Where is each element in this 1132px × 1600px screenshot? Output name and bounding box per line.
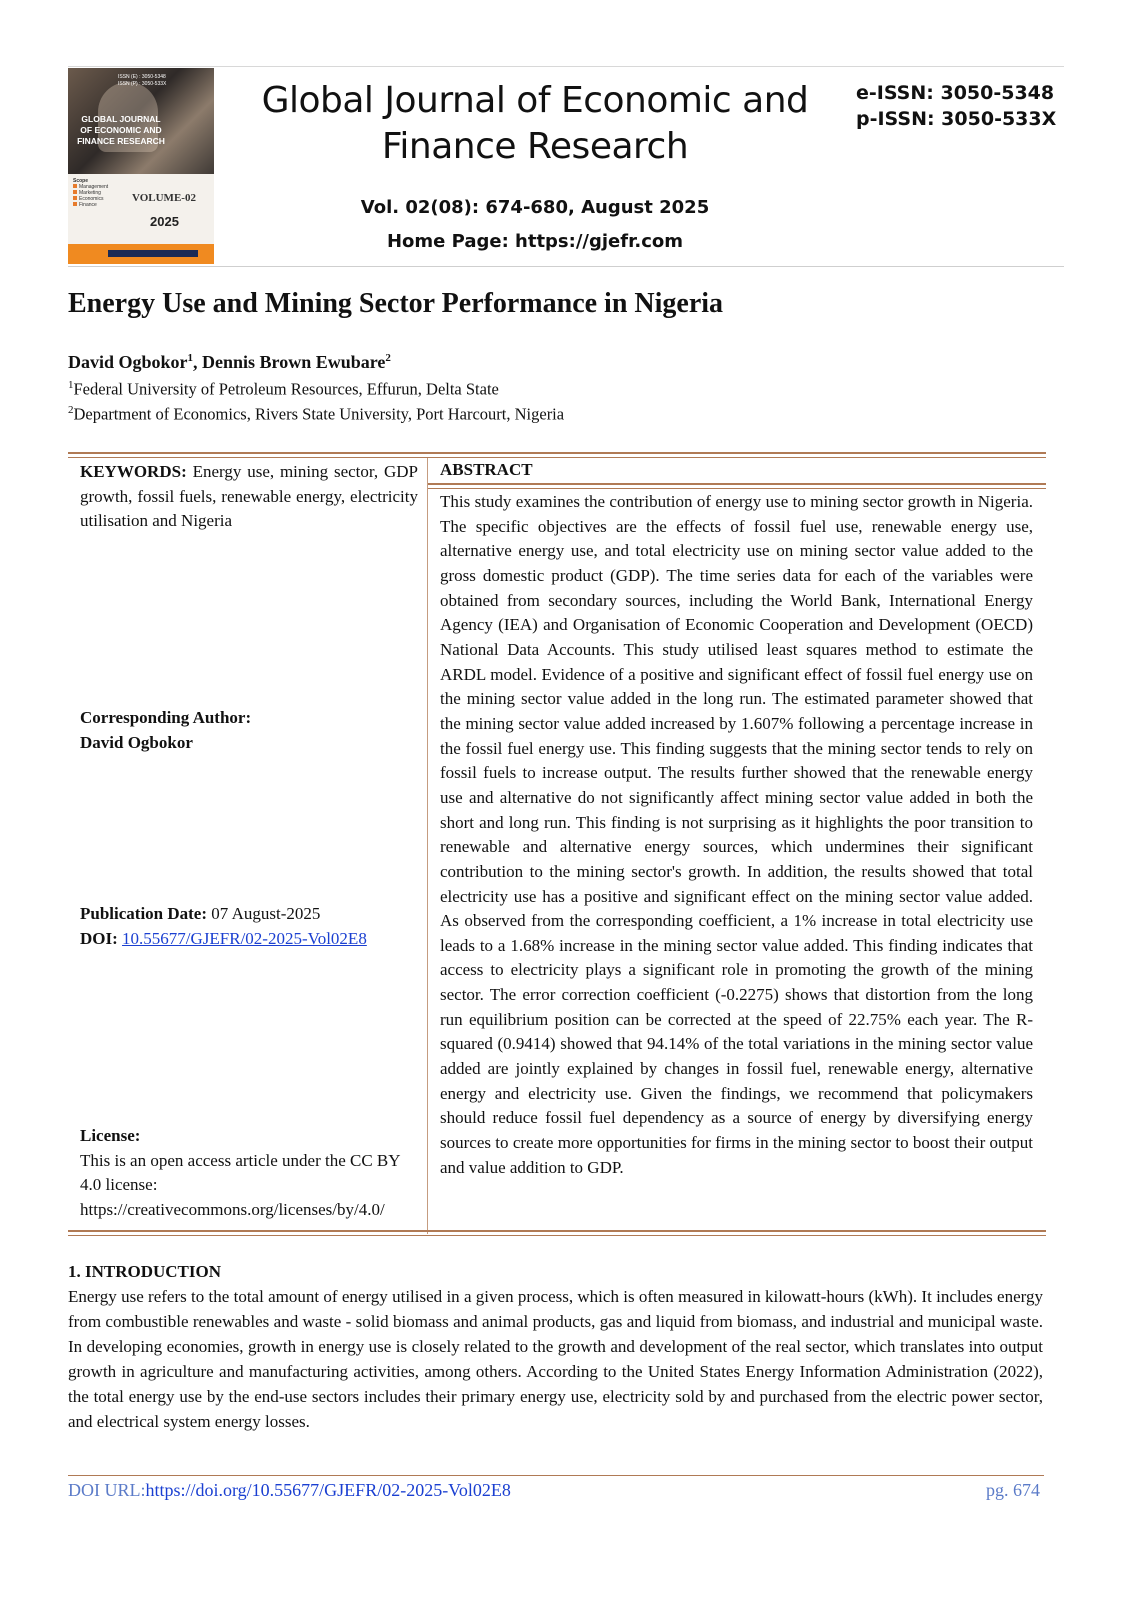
box-bottom-rule <box>68 1230 1046 1232</box>
author-affiliation-mark: 2 <box>385 352 391 364</box>
introduction-heading: 1. INTRODUCTION <box>68 1262 222 1281</box>
box-bottom-rule-2 <box>68 1235 1046 1236</box>
paper-title: Energy Use and Mining Sector Performance in Nigeria <box>68 288 724 319</box>
corresponding-author <box>80 706 418 755</box>
abstract-heading: ABSTRACT <box>440 460 533 479</box>
cover-scope-heading: Scope <box>73 178 89 184</box>
cover-lower-panel <box>68 174 214 244</box>
footer-doi-label: DOI URL: <box>68 1480 146 1500</box>
page-number: pg. 674 <box>986 1480 1040 1500</box>
cover-title: GLOBAL JOURNAL OF ECONOMIC AND FINANCE RESEARCH <box>77 114 165 146</box>
footer-rule <box>68 1475 1044 1476</box>
header-bottom-rule <box>68 266 1064 267</box>
introduction-text: Energy use refers to the total amount of energy utilised in a given process, which is often measured in kilowatt-hours (kWh). It includes energy from combustible renewables and waste - solid biomass and animal products, gas and liquid from biomass, and industrial and municipal waste. In developing economies, growth in energy use is closely related to the growth and development of the real sector, which translates into output growth in agriculture and manufacturing activities, among others. According to the United States Energy Information Administration (2022), the total energy use by the end-use sectors includes their primary energy use, electricity sold by and purchased from the electric power sector, and electrical system energy losses. <box>68 1287 1043 1431</box>
cover-footer-band <box>68 244 214 264</box>
journal-cover-image <box>68 68 214 264</box>
keywords-text: Energy use, mining sector, GDP growth, fossil fuels, renewable energy, electricity utilisation and Nigeria <box>80 462 418 531</box>
author-list <box>68 352 391 373</box>
home-page-line: Home Page: https://gjefr.com <box>386 231 684 252</box>
author-affiliation-mark: 1 <box>187 352 194 364</box>
volume-line: Vol. 02(08): 674-680, August 2025 <box>360 197 710 218</box>
author-name: David Ogbokor <box>68 352 188 372</box>
license-info <box>80 1124 418 1222</box>
cover-volume: VOLUME-02 <box>132 192 196 204</box>
doi-link[interactable]: 10.55677/GJEFR/02-2025-Vol02E8 <box>122 928 367 948</box>
cover-scope-item: Marketing <box>73 190 108 196</box>
abstract-heading-rule <box>428 483 1046 485</box>
license-label: License: <box>80 1126 141 1145</box>
doi-line <box>80 927 418 952</box>
cover-year: 2025 <box>150 214 179 229</box>
cover-scope-item: Finance <box>73 202 108 208</box>
license-url: https://creativecommons.org/licenses/by/4.0/ <box>80 1199 385 1219</box>
footer-doi-link[interactable]: https://doi.org/10.55677/GJEFR/02-2025-Vol02E8 <box>145 1480 511 1500</box>
keywords <box>80 460 418 534</box>
license-text: This is an open access article under the CC BY 4.0 license: <box>80 1150 400 1195</box>
header-top-rule <box>68 66 1064 67</box>
abstract-heading-rule-2 <box>428 488 1046 489</box>
publication-info <box>80 902 418 951</box>
affiliation-1: $^1$Federal University of Petroleum Resources, Effurun, Delta State <box>68 379 499 399</box>
corresponding-author-label: Corresponding Author: <box>80 708 252 727</box>
corresponding-author-name: David Ogbokor <box>80 732 193 752</box>
footer-doi <box>68 1480 511 1501</box>
box-top-rule <box>68 452 1046 454</box>
p-issn: p-ISSN: 3050-533X <box>856 108 1057 130</box>
author-name: Dennis Brown Ewubare <box>202 352 386 372</box>
cover-issn: ISSN (E) : 3050-5348 ISSN (P) : 3050-533X <box>118 74 167 87</box>
cover-scope-item: Management <box>73 184 108 190</box>
author-separator: , <box>193 352 203 372</box>
abstract-text: This study examines the contribution of energy use to mining sector growth in Nigeria. The specific objectives are the effects of fossil fuel use, renewable energy use, alternative energy use, and total electricity use on mining sector value added to the gross domestic product (GDP). The time series data for each of the variables were obtained from secondary sources, including the World Bank, International Energy Agency (IEA) and Organisation of Economic Cooperation and Development (OECD) National Data Accounts. This study utilised least squares method to estimate the ARDL model. Evidence of a positive and significant effect of fossil fuel energy use on the mining sector value added in the long run. The estimated parameter showed that the mining sector value added increased by 1.607% following a percentage increase in the fossil fuel energy use. This finding suggests that the mining sector tends to rely on fossil fuels to increase output. The results further showed that the renewable energy use and alternative do not significantly affect mining sector value added in both the short and long run. This finding is not surprising as it highlights the poor transition to renewable and alternative energy sources, which undermines their significant contribution to the mining sector's growth. In addition, the results showed that total electricity use has a positive and significant effect on the mining sector value added. As observed from the corresponding coefficient, a 1% increase in total electricity use leads to a 1.68% increase in the mining sector value added. This finding indicates that access to electricity plays a significant role in promoting the growth of the mining sector. The error correction coefficient (-0.2275) shows that distortion from the long run equilibrium position can be corrected at the speed of 22.75% each year. The R-squared (0.9414) showed that 94.14% of the total variations in the mining sector value added are jointly explained by changes in fossil fuel, renewable energy, alternative energy and electricity use. Given the findings, we recommend that policymakers should reduce fossil fuel dependency as a source of energy by diversifying energy sources to create more opportunities for firms in the mining sector to boost their output and value addition to GDP. <box>440 492 1033 1177</box>
doi-label: DOI: <box>80 928 118 948</box>
e-issn: e-ISSN: 3050-5348 <box>856 82 1055 104</box>
column-separator <box>427 458 428 1234</box>
cover-scope-item: Economics <box>73 196 108 202</box>
box-top-rule-2 <box>68 457 1046 458</box>
publication-date: Publication Date: 07 August-2025 <box>80 904 321 923</box>
issn-block <box>856 80 1056 132</box>
cover-scope <box>73 178 108 208</box>
affiliation-2: $^2$Department of Economics, Rivers State University, Port Harcourt, Nigeria <box>68 404 565 424</box>
journal-title: Global Journal of Economic and Finance Research <box>261 80 809 167</box>
keywords-label: KEYWORDS: <box>80 462 187 481</box>
